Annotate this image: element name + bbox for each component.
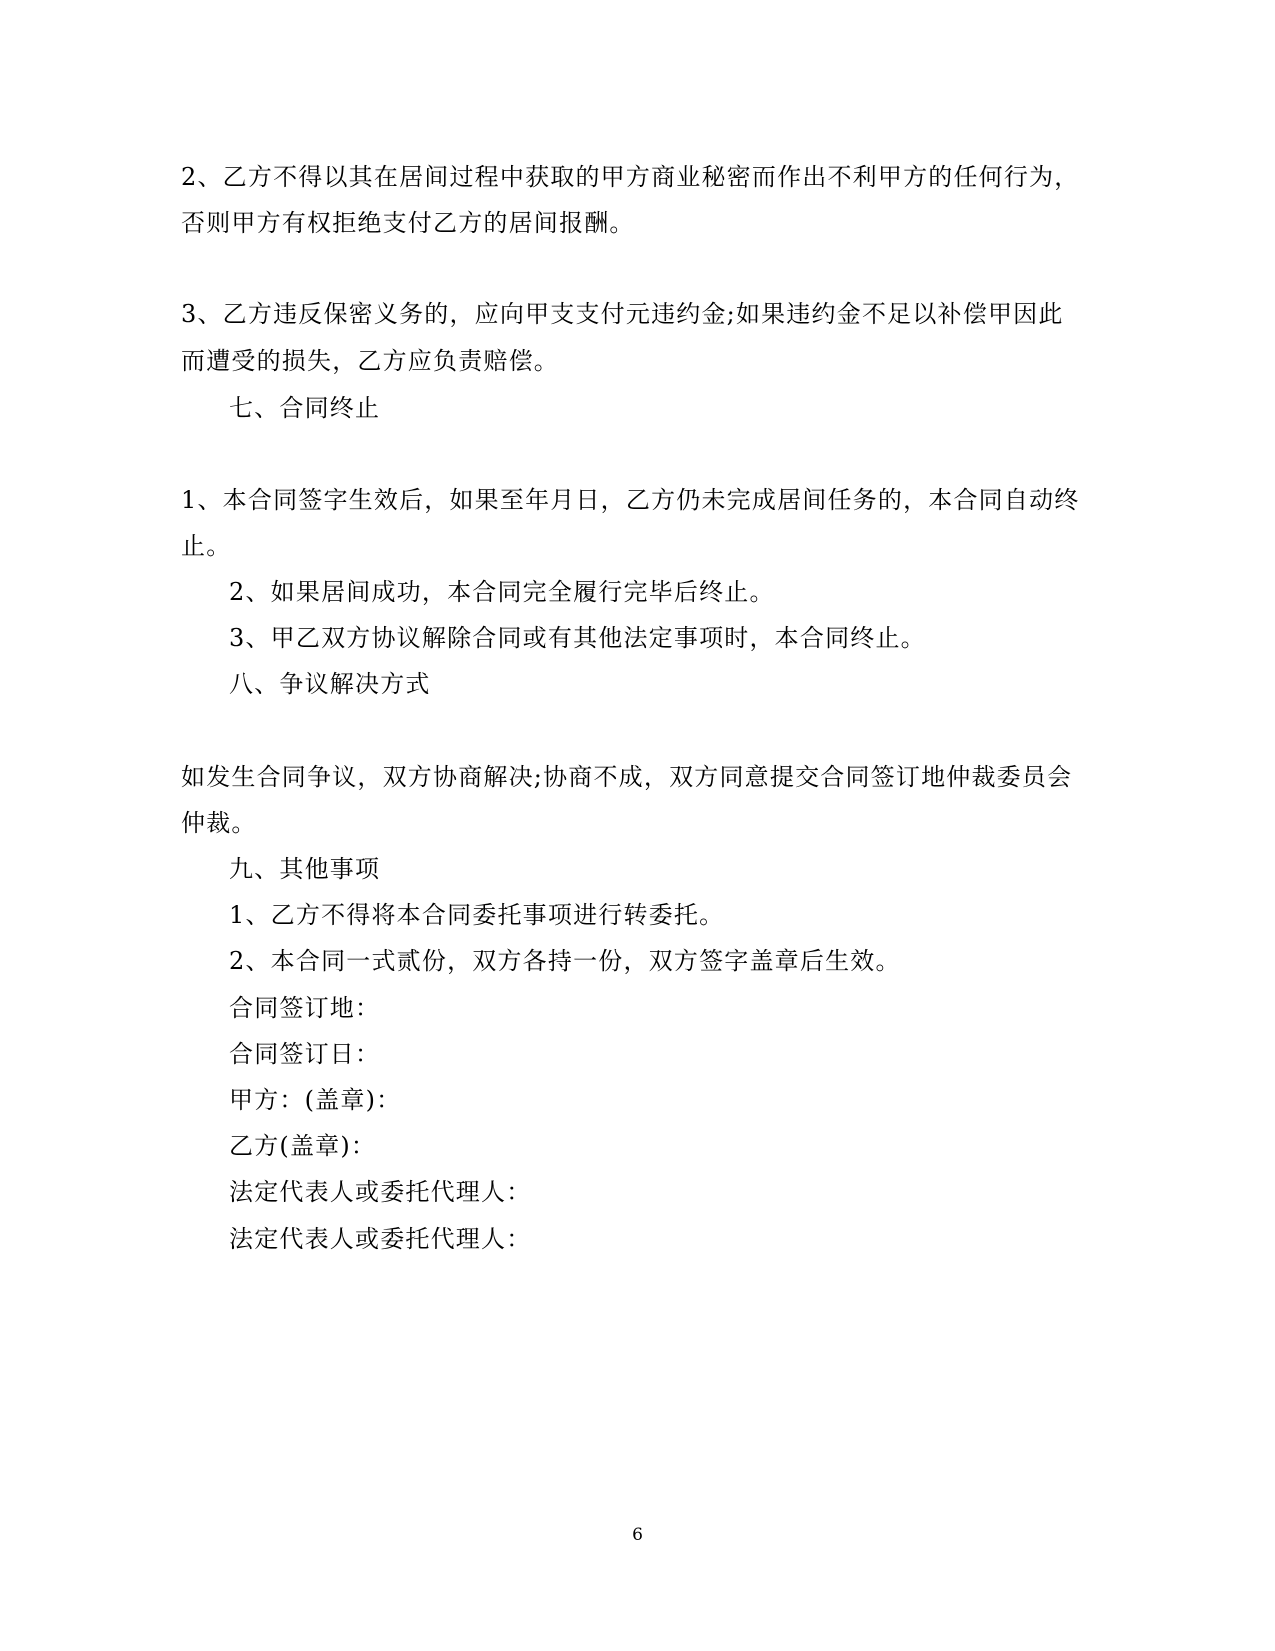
signature-party-a: 甲方：(盖章)：: [229, 1086, 402, 1114]
section7-item3: 3、甲乙双方协议解除合同或有其他法定事项时，本合同终止。: [229, 624, 926, 652]
signature-rep-a: 法定代表人或委托代理人：: [229, 1178, 532, 1206]
section9-item1: 1、乙方不得将本合同委托事项进行转委托。: [229, 901, 725, 929]
signature-date: 合同签订日：: [229, 1040, 381, 1068]
signature-party-b: 乙方(盖章)：: [229, 1132, 377, 1160]
section7-item2: 2、如果居间成功，本合同完全履行完毕后终止。: [229, 578, 775, 606]
section7-item1-line2: 止。: [181, 532, 232, 560]
section8-body-line2: 仲裁。: [181, 809, 257, 837]
section7-heading: 七、合同终止: [229, 394, 381, 422]
page-number: 6: [632, 1525, 643, 1545]
section7-item1-line1: 1、本合同签字生效后，如果至年月日，乙方仍未完成居间任务的，本合同自动终: [181, 486, 1080, 514]
signature-rep-b: 法定代表人或委托代理人：: [229, 1225, 532, 1253]
section6-item3-line1: 3、乙方违反保密义务的，应向甲支支付元违约金;如果违约金不足以补偿甲因此: [181, 300, 1064, 328]
section8-heading: 八、争议解决方式: [229, 670, 431, 698]
section8-body-line1: 如发生合同争议，双方协商解决;协商不成，双方同意提交合同签订地仲裁委员会: [181, 763, 1073, 791]
section6-item3-line2: 而遭受的损失，乙方应负责赔偿。: [181, 347, 559, 375]
section6-item2-line2: 否则甲方有权拒绝支付乙方的居间报酬。: [181, 209, 635, 237]
section9-heading: 九、其他事项: [229, 855, 381, 883]
section6-item2-line1: 2、乙方不得以其在居间过程中获取的甲方商业秘密而作出不利甲方的任何行为，: [181, 163, 1080, 191]
section9-item2: 2、本合同一式贰份，双方各持一份，双方签字盖章后生效。: [229, 947, 901, 975]
signature-place: 合同签订地：: [229, 994, 381, 1022]
